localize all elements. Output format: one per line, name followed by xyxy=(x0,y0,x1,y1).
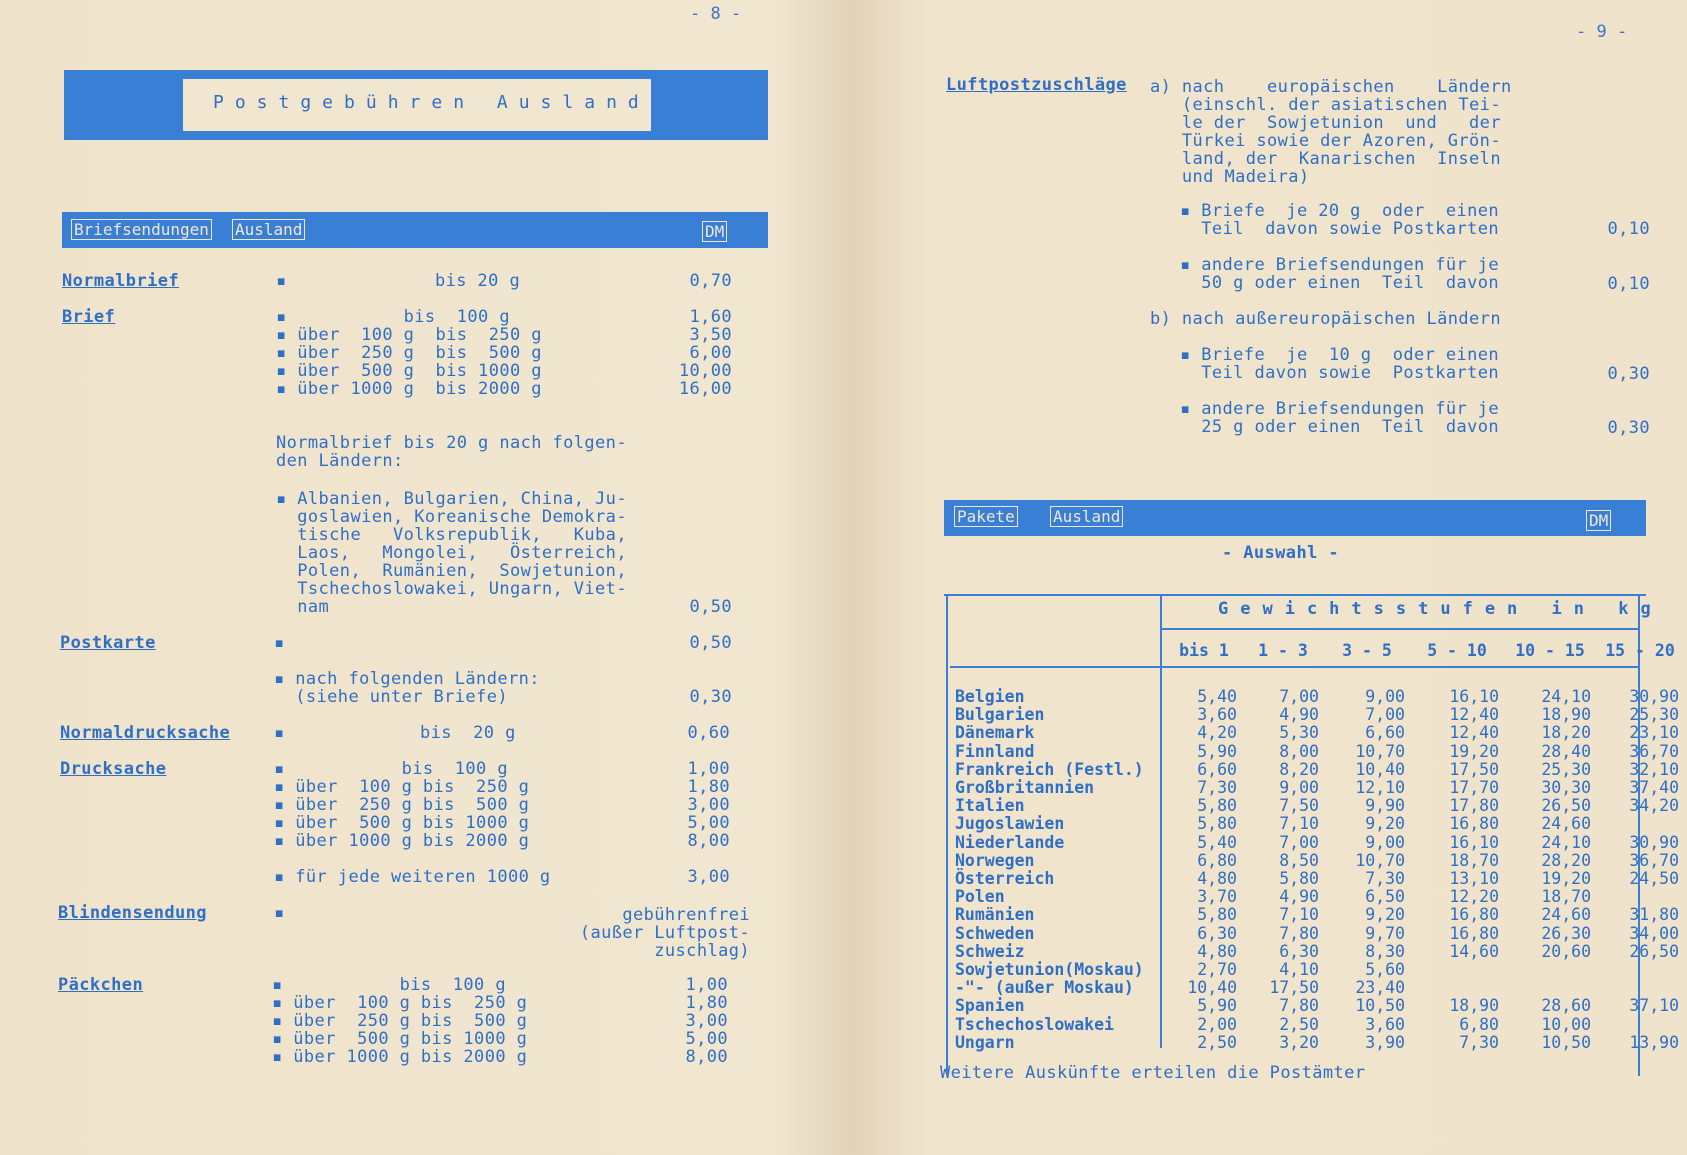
paeckchen-price: 5,00 xyxy=(685,1029,728,1049)
drucksache-row: ▪ über 1000 g bis 2000 g xyxy=(274,831,530,851)
table-price-cell: 24,10 xyxy=(1541,832,1591,852)
table-price-cell: 7,30 xyxy=(1459,1032,1499,1052)
label-paeckchen: Päckchen xyxy=(58,975,144,995)
table-price-cell: 26,30 xyxy=(1541,923,1591,943)
brief-price: 6,00 xyxy=(689,343,732,363)
drucksache-price: 1,00 xyxy=(687,759,730,779)
luftpost-a2-price: 0,10 xyxy=(1607,274,1650,294)
table-price-cell: 25,30 xyxy=(1541,759,1591,779)
table-price-cell: 18,70 xyxy=(1449,850,1499,870)
footer-note: Weitere Auskünfte erteilen die Postämter xyxy=(940,1063,1366,1083)
table-price-cell: 16,10 xyxy=(1449,832,1499,852)
table-price-cell: 12,40 xyxy=(1449,723,1499,743)
table-price-cell: 36,70 xyxy=(1629,741,1679,761)
brief-country-list: ▪ Albanien, Bulgarien, China, Ju- goslawien, Koreanische Demokra- tische Volksrepublik, Kuba, Laos, Mongolei, Österreich, Polen, Rumänien, Sowjetunion, Tschechoslowakei, Ungarn, Viet- nam xyxy=(276,489,627,617)
table-price-cell: 5,80 xyxy=(1279,869,1319,889)
label-drucksache: Drucksache xyxy=(60,759,167,779)
table-price-cell: 32,10 xyxy=(1629,759,1679,779)
table-price-cell: 20,60 xyxy=(1541,941,1591,961)
table-country-cell: Niederlande xyxy=(955,832,1065,852)
table-row xyxy=(950,906,1684,924)
table-price-cell: 3,60 xyxy=(1197,705,1237,725)
table-price-cell: 9,70 xyxy=(1365,923,1405,943)
table-row xyxy=(950,925,1684,943)
table-row xyxy=(950,961,1684,979)
table-price-cell: 30,30 xyxy=(1541,778,1591,798)
table-row xyxy=(950,834,1684,852)
table-price-cell: 6,50 xyxy=(1365,887,1405,907)
paeckchen-row: ▪ über 250 g bis 500 g xyxy=(272,1011,528,1031)
table-price-cell: 7,30 xyxy=(1197,778,1237,798)
table-row xyxy=(950,815,1684,833)
table-row xyxy=(950,997,1684,1015)
brief-countries-price: 0,50 xyxy=(689,597,732,617)
table-price-cell: 23,10 xyxy=(1629,723,1679,743)
table-country-cell: Polen xyxy=(955,887,1005,907)
table-price-cell: 6,80 xyxy=(1459,1014,1499,1034)
page-number: - 9 - xyxy=(1576,22,1628,42)
table-price-cell: 7,80 xyxy=(1279,923,1319,943)
table-price-cell: 26,50 xyxy=(1629,941,1679,961)
table-price-cell: 10,00 xyxy=(1541,1014,1591,1034)
table-row xyxy=(950,852,1684,870)
table-price-cell: 4,10 xyxy=(1279,960,1319,980)
table-price-cell: 24,50 xyxy=(1629,869,1679,889)
table-price-cell: 7,00 xyxy=(1279,687,1319,706)
brief-price: 3,50 xyxy=(689,325,732,345)
table-price-cell: 7,10 xyxy=(1279,814,1319,834)
table-left-rule xyxy=(946,594,948,1074)
table-country-cell: Dänemark xyxy=(955,723,1035,743)
paeckchen-price: 3,00 xyxy=(685,1011,728,1031)
table-price-cell: 9,00 xyxy=(1365,687,1405,706)
table-price-cell: 24,10 xyxy=(1541,687,1591,706)
postkarte-price: 0,50 xyxy=(689,633,732,653)
table-price-cell: 7,00 xyxy=(1279,832,1319,852)
table-price-cell: 17,50 xyxy=(1269,978,1319,998)
table-price-cell: 5,80 xyxy=(1197,814,1237,834)
table-price-cell: 3,70 xyxy=(1197,887,1237,907)
table-price-cell xyxy=(1596,979,1684,997)
table-row xyxy=(950,779,1684,797)
drucksache-row: ▪ über 250 g bis 500 g xyxy=(274,795,530,815)
label-luftpostzuschlaege: Luftpostzuschläge xyxy=(946,75,1127,95)
table-price-cell: 7,80 xyxy=(1279,996,1319,1016)
table-row xyxy=(950,706,1684,724)
table-price-cell: 3,60 xyxy=(1365,1014,1405,1034)
table-price-cell: 24,60 xyxy=(1541,814,1591,834)
section-label-pakete: Pakete xyxy=(954,506,1018,527)
brief-row: ▪ über 250 g bis 500 g xyxy=(276,343,542,363)
table-country-cell: Schweiz xyxy=(955,941,1025,961)
table-price-cell: 34,20 xyxy=(1629,796,1679,816)
table-country-cell: Frankreich (Festl.) xyxy=(955,759,1144,779)
currency-label: DM xyxy=(1586,510,1611,531)
drucksache-price: 1,80 xyxy=(687,777,730,797)
brief-row: ▪ über 500 g bis 1000 g xyxy=(276,361,542,381)
normaldrucksache-price: 0,60 xyxy=(687,723,730,743)
section-label-ausland: Ausland xyxy=(232,219,305,240)
table-country-cell: Finnland xyxy=(955,741,1035,761)
table-price-cell: 36,70 xyxy=(1629,850,1679,870)
pakete-price-table xyxy=(950,636,1684,1052)
table-price-cell xyxy=(1596,815,1684,833)
table-column-header: 5 - 10 xyxy=(1427,640,1487,660)
table-price-cell: 10,70 xyxy=(1355,850,1405,870)
table-price-cell: 18,70 xyxy=(1541,887,1591,907)
table-price-cell: 6,80 xyxy=(1197,850,1237,870)
table-country-cell: Jugoslawien xyxy=(955,814,1065,834)
table-row xyxy=(950,979,1684,997)
paeckchen-row: ▪ über 500 g bis 1000 g xyxy=(272,1029,528,1049)
table-price-cell: 4,20 xyxy=(1197,723,1237,743)
drucksache-row: ▪ bis 100 g xyxy=(274,759,508,779)
table-price-cell: 7,10 xyxy=(1279,905,1319,925)
table-price-cell: 12,40 xyxy=(1449,705,1499,725)
bullet: ▪ xyxy=(274,903,285,923)
table-group-header: Gewichtsstufen in kg xyxy=(1218,599,1663,619)
table-row xyxy=(950,943,1684,961)
table-price-cell: 7,00 xyxy=(1365,705,1405,725)
table-price-cell: 8,50 xyxy=(1279,850,1319,870)
table-row xyxy=(950,724,1684,742)
table-top-rule xyxy=(944,594,1646,596)
table-price-cell: 6,30 xyxy=(1197,923,1237,943)
table-spacer xyxy=(950,666,1684,688)
table-price-cell: 16,80 xyxy=(1449,814,1499,834)
table-price-cell: 23,40 xyxy=(1355,978,1405,998)
table-price-cell: 4,90 xyxy=(1279,705,1319,725)
table-price-cell: 19,20 xyxy=(1541,869,1591,889)
table-price-cell: 5,80 xyxy=(1197,796,1237,816)
table-price-cell: 2,50 xyxy=(1197,1032,1237,1052)
table-price-cell: 10,70 xyxy=(1355,741,1405,761)
table-price-cell: 19,20 xyxy=(1449,741,1499,761)
table-price-cell: 6,60 xyxy=(1197,759,1237,779)
drucksache-price: 8,00 xyxy=(687,831,730,851)
table-price-cell: 37,40 xyxy=(1629,778,1679,798)
brief-row: ▪ über 100 g bis 250 g xyxy=(276,325,542,345)
table-price-cell: 5,40 xyxy=(1197,687,1237,706)
table-price-cell: 10,50 xyxy=(1541,1032,1591,1052)
brief-row: ▪ über 1000 g bis 2000 g xyxy=(276,379,542,399)
table-price-cell: 2,70 xyxy=(1197,960,1237,980)
paeckchen-row: ▪ über 100 g bis 250 g xyxy=(272,993,528,1013)
table-price-cell: 9,90 xyxy=(1365,796,1405,816)
auswahl-label: - Auswahl - xyxy=(1222,543,1339,563)
table-column-header: 15 - 20 xyxy=(1605,640,1675,660)
table-price-cell: 17,70 xyxy=(1449,778,1499,798)
table-price-cell: 17,80 xyxy=(1449,796,1499,816)
luftpost-b-text: b) nach außereuropäischen Ländern xyxy=(1150,309,1501,329)
table-column-header: 10 - 15 xyxy=(1515,640,1585,660)
paeckchen-price: 1,80 xyxy=(685,993,728,1013)
table-price-cell: 9,00 xyxy=(1365,832,1405,852)
table-price-cell: 2,00 xyxy=(1197,1014,1237,1034)
table-price-cell xyxy=(1596,1016,1684,1034)
table-price-cell: 7,50 xyxy=(1279,796,1319,816)
drucksache-price: 3,00 xyxy=(687,795,730,815)
table-price-cell: 13,10 xyxy=(1449,869,1499,889)
postkarte-note: ▪ nach folgenden Ländern: (siehe unter Briefe) xyxy=(274,669,540,707)
table-column-header: bis 1 xyxy=(1179,640,1229,660)
brief-price: 10,00 xyxy=(678,361,732,381)
table-price-cell: 8,30 xyxy=(1365,941,1405,961)
table-price-cell: 18,90 xyxy=(1541,705,1591,725)
table-price-cell: 5,80 xyxy=(1197,905,1237,925)
table-price-cell: 8,00 xyxy=(1279,741,1319,761)
table-price-cell: 30,90 xyxy=(1629,832,1679,852)
bullet: ▪ xyxy=(274,723,285,743)
table-column-header: 1 - 3 xyxy=(1258,640,1308,660)
drucksache-price: 5,00 xyxy=(687,813,730,833)
table-row xyxy=(950,870,1684,888)
table-price-cell: 7,30 xyxy=(1365,869,1405,889)
table-price-cell: 14,60 xyxy=(1449,941,1499,961)
table-price-cell: 16,80 xyxy=(1449,905,1499,925)
table-price-cell: 5,90 xyxy=(1197,741,1237,761)
table-price-cell: 28,40 xyxy=(1541,741,1591,761)
table-price-cell: 4,80 xyxy=(1197,941,1237,961)
table-row xyxy=(950,797,1684,815)
table-price-cell: 10,50 xyxy=(1355,996,1405,1016)
table-price-cell: 31,80 xyxy=(1629,905,1679,925)
label-brief: Brief xyxy=(62,307,116,327)
table-price-cell: 6,60 xyxy=(1365,723,1405,743)
table-country-cell: Belgien xyxy=(955,687,1025,706)
table-price-cell xyxy=(1596,961,1684,979)
table-price-cell: 6,30 xyxy=(1279,941,1319,961)
table-price-cell: 18,20 xyxy=(1541,723,1591,743)
page-title: Postgebühren Ausland xyxy=(213,92,650,113)
bullet: ▪ xyxy=(274,633,285,653)
label-postkarte: Postkarte xyxy=(60,633,156,653)
luftpost-b2-text: ▪ andere Briefsendungen für je 25 g oder einen Teil davon xyxy=(1180,399,1500,437)
table-price-cell xyxy=(1504,979,1596,997)
normalbrief-price: 0,70 xyxy=(689,271,732,291)
table-price-cell: 9,20 xyxy=(1365,905,1405,925)
bullet: ▪ xyxy=(276,271,287,291)
table-price-cell: 12,20 xyxy=(1449,887,1499,907)
brief-price: 16,00 xyxy=(678,379,732,399)
postkarte-note-price: 0,30 xyxy=(689,687,732,707)
luftpost-a1-text: ▪ Briefe je 20 g oder einen Teil davon sowie Postkarten xyxy=(1180,201,1500,239)
table-price-cell: 3,90 xyxy=(1365,1032,1405,1052)
table-country-cell: Norwegen xyxy=(955,850,1035,870)
table-price-cell: 9,20 xyxy=(1365,814,1405,834)
table-price-cell: 12,10 xyxy=(1355,778,1405,798)
table-price-cell: 4,80 xyxy=(1197,869,1237,889)
table-price-cell: 16,10 xyxy=(1449,687,1499,706)
table-price-cell: 25,30 xyxy=(1629,705,1679,725)
right-page xyxy=(850,0,1687,1155)
table-price-cell: 30,90 xyxy=(1629,687,1679,706)
table-row xyxy=(950,761,1684,779)
paeckchen-row: ▪ bis 100 g xyxy=(272,975,506,995)
table-price-cell xyxy=(1410,961,1504,979)
table-header-row xyxy=(950,636,1684,666)
table-price-cell: 4,90 xyxy=(1279,887,1319,907)
table-country-cell: Rumänien xyxy=(955,905,1035,925)
paeckchen-row: ▪ über 1000 g bis 2000 g xyxy=(272,1047,528,1067)
table-country-cell: Ungarn xyxy=(955,1032,1015,1052)
table-country-cell: Tschechoslowakei xyxy=(955,1014,1114,1034)
table-price-cell: 2,50 xyxy=(1279,1014,1319,1034)
luftpost-b2-price: 0,30 xyxy=(1607,418,1650,438)
table-price-cell: 16,80 xyxy=(1449,923,1499,943)
paeckchen-price: 8,00 xyxy=(685,1047,728,1067)
drucksache-extra-price: 3,00 xyxy=(687,867,730,887)
table-price-cell: 5,60 xyxy=(1365,960,1405,980)
table-price-cell: 17,50 xyxy=(1449,759,1499,779)
luftpost-a1-price: 0,10 xyxy=(1607,219,1650,239)
drucksache-extra: ▪ für jede weiteren 1000 g xyxy=(274,867,551,887)
table-price-cell: 34,00 xyxy=(1629,923,1679,943)
brief-price: 1,60 xyxy=(689,307,732,327)
table-price-cell xyxy=(1504,961,1596,979)
label-normalbrief: Normalbrief xyxy=(62,271,179,291)
drucksache-row: ▪ über 100 g bis 250 g xyxy=(274,777,530,797)
table-column-header: 3 - 5 xyxy=(1342,640,1392,660)
table-country-cell: Österreich xyxy=(955,869,1055,889)
table-row xyxy=(950,888,1684,906)
table-price-cell: 5,30 xyxy=(1279,723,1319,743)
table-row xyxy=(950,743,1684,761)
table-price-cell xyxy=(1596,888,1684,906)
brief-row: ▪ bis 100 g xyxy=(276,307,510,327)
table-country-cell: Großbritannien xyxy=(955,778,1095,798)
table-price-cell: 10,40 xyxy=(1187,978,1237,998)
label-normaldrucksache: Normaldrucksache xyxy=(60,723,231,743)
luftpost-a-text: a) nach europäischen Ländern (einschl. der asiatischen Tei- le der Sowjetunion und der Türkei sowie der Azoren, Grön- land, der Kanarischen Inseln und Madeira) xyxy=(1150,77,1512,187)
table-row xyxy=(950,688,1684,706)
table-price-cell: 5,40 xyxy=(1197,832,1237,852)
table-price-cell: 28,20 xyxy=(1541,850,1591,870)
table-price-cell: 10,40 xyxy=(1355,759,1405,779)
blindensendung-note: gebührenfrei (außer Luftpost- zuschlag) xyxy=(579,905,750,961)
table-price-cell: 3,20 xyxy=(1279,1032,1319,1052)
paeckchen-price: 1,00 xyxy=(685,975,728,995)
page-number: - 8 - xyxy=(690,4,742,24)
table-price-cell: 37,10 xyxy=(1629,996,1679,1016)
table-price-cell: 5,90 xyxy=(1197,996,1237,1016)
luftpost-b1-price: 0,30 xyxy=(1607,364,1650,384)
table-country-cell: Spanien xyxy=(955,996,1025,1016)
table-country-cell: Italien xyxy=(955,796,1025,816)
table-row xyxy=(950,1016,1684,1034)
luftpost-a2-text: ▪ andere Briefsendungen für je 50 g oder einen Teil davon xyxy=(1180,255,1500,293)
section-label-ausland: Ausland xyxy=(1050,506,1123,527)
table-row xyxy=(950,1034,1684,1052)
normaldrucksache-weight: bis 20 g xyxy=(420,723,516,743)
section-label-briefsendungen: Briefsendungen xyxy=(71,219,212,240)
table-country-cell: Schweden xyxy=(955,923,1035,943)
drucksache-row: ▪ über 500 g bis 1000 g xyxy=(274,813,530,833)
title-box xyxy=(182,78,652,132)
table-price-cell: 8,20 xyxy=(1279,759,1319,779)
table-header-blank xyxy=(950,636,1166,666)
table-price-cell: 24,60 xyxy=(1541,905,1591,925)
table-group-rule xyxy=(1160,628,1640,630)
table-price-cell: 13,90 xyxy=(1629,1032,1679,1052)
table-price-cell: 9,00 xyxy=(1279,778,1319,798)
currency-label: DM xyxy=(702,221,727,242)
table-price-cell: 26,50 xyxy=(1541,796,1591,816)
luftpost-b1-text: ▪ Briefe je 10 g oder einen Teil davon sowie Postkarten xyxy=(1180,345,1500,383)
brief-note-intro: Normalbrief bis 20 g nach folgen- den Ländern: xyxy=(276,433,627,471)
table-price-cell xyxy=(1410,979,1504,997)
table-country-cell: Bulgarien xyxy=(955,705,1045,725)
table-price-cell: 18,90 xyxy=(1449,996,1499,1016)
normalbrief-weight: bis 20 g xyxy=(435,271,521,291)
table-country-cell: Sowjetunion(Moskau) xyxy=(955,960,1144,980)
label-blindensendung: Blindensendung xyxy=(58,903,207,923)
table-price-cell: 28,60 xyxy=(1541,996,1591,1016)
table-country-cell: -"- (außer Moskau) xyxy=(955,978,1134,998)
